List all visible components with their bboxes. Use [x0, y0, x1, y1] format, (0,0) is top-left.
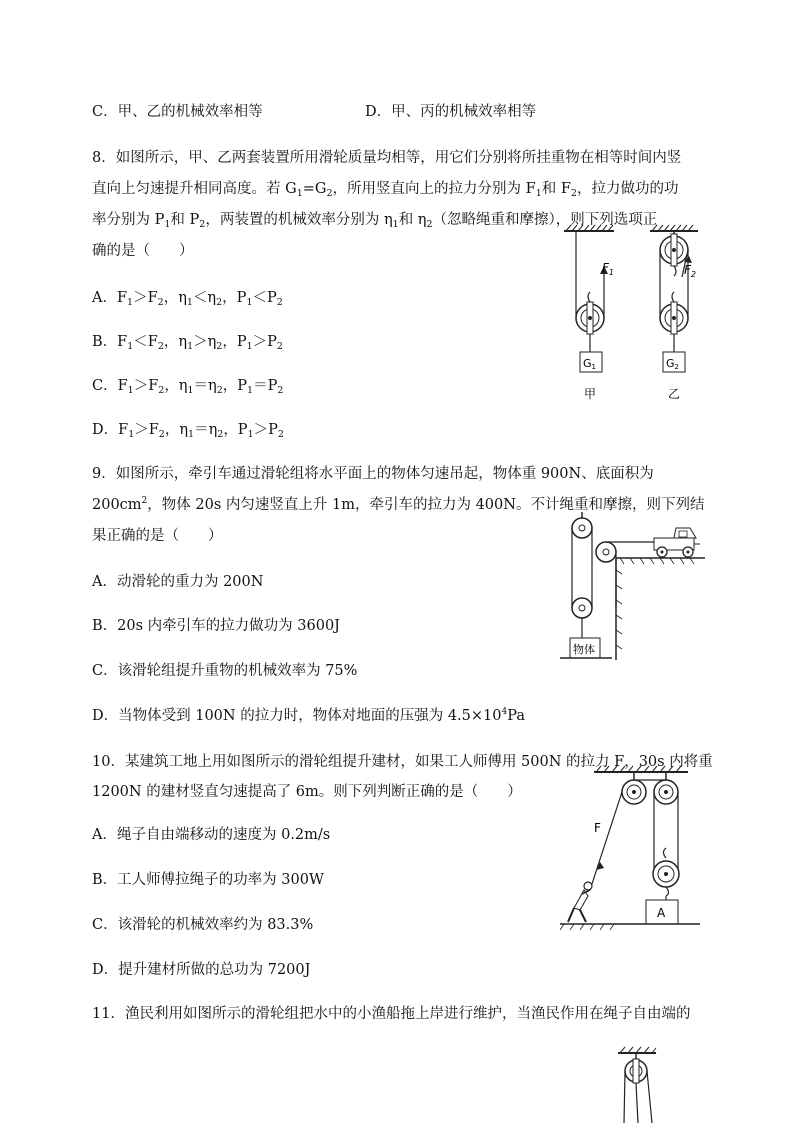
q10-option-d: D．提升建材所做的总功为 7200J — [92, 962, 311, 978]
q10-option-a: A．绳子自由端移动的速度为 0.2m/s — [92, 827, 331, 843]
q9-stem-line3: 果正确的是（ ） — [92, 528, 223, 544]
q9-tow-truck-figure — [560, 510, 710, 665]
q8-f2-label: $F_2$ — [684, 263, 696, 279]
q8-f1-label: $F_1$ — [602, 261, 614, 277]
q10-worker-figure — [560, 762, 710, 942]
q10-option-b: B．工人师傅拉绳子的功率为 300W — [92, 872, 324, 888]
q9-stem-line1: 9．如图所示，牵引车通过滑轮组将水平面上的物体匀速吊起，物体重 900N、底面积为 — [92, 466, 654, 482]
q9-tow-truck-diagram — [560, 510, 710, 665]
q9-object-label: 物体 — [573, 643, 595, 656]
q9-stem-line2: $200cm^2$，物体 20s 内匀速竖直上升 1m，牵引车的拉力为 400N。不计绳重和摩擦，则下列结 — [92, 496, 705, 513]
q9-option-c: C．该滑轮组提升重物的机械效率为 75% — [92, 663, 358, 679]
q8-pulley-figure — [550, 222, 730, 407]
q8-option-a: A．$F_1>F_2$，$\eta_1<\eta_2$，$P_1<P_2$ — [92, 290, 283, 308]
prev-option-c: C．甲、乙的机械效率相等 — [92, 104, 263, 120]
q10-option-c: C．该滑轮的机械效率约为 83.3% — [92, 917, 314, 933]
q11-stem-line1: 11．渔民利用如图所示的滑轮组把水中的小渔船拖上岸进行维护，当渔民作用在绳子自由端的 — [92, 1006, 691, 1022]
q9-option-d: D．当物体受到 100N 的拉力时，物体对地面的压强为 $4.5\times 10^4Pa$ — [92, 707, 525, 724]
q8-stem-line4: 确的是（ ） — [92, 243, 194, 259]
q10-force-label: F — [594, 821, 601, 835]
q10-box-a-label: A — [657, 906, 666, 920]
q8-stem-line3: 率分别为 $P_1$和 $P_2$，两装置的机械效率分别为 $\eta_1$和 $\eta_2$（忽略绳重和摩擦），则下列选项正 — [92, 212, 658, 230]
q8-yi-label: 乙 — [668, 387, 681, 401]
q11-pulley-diagram — [610, 1045, 670, 1123]
q10-stem-line2: 1200N 的建材竖直匀速提高了 6m。则下列判断正确的是（ ） — [92, 784, 522, 800]
q8-stem-line1: 8．如图所示，甲、乙两套装置所用滑轮质量均相等，用它们分别将所挂重物在相等时间内竖 — [92, 150, 682, 166]
q9-option-b: B．20s 内牵引车的拉力做功为 3600J — [92, 618, 340, 634]
q10-stem-line1: 10．某建筑工地上用如图所示的滑轮组提升建材，如果工人师傅用 500N 的拉力 F，30s 内将重 — [92, 754, 713, 770]
q8-g2-label: G2 — [666, 357, 679, 371]
q10-worker-diagram — [560, 762, 710, 942]
q9-option-a: A．动滑轮的重力为 200N — [92, 574, 264, 590]
q8-option-b: B．$F_1<F_2$，$\eta_1>\eta_2$，$P_1>P_2$ — [92, 334, 283, 352]
q8-stem-line2: 直向上匀速提升相同高度。若 $G_1=G_2$，所用竖直向上的拉力分别为 $F_1$和 $F_2$，拉力做功的功 — [92, 181, 679, 199]
q8-pulley-diagram — [550, 222, 730, 407]
q8-option-c: C．$F_1>F_2$，$\eta_1=\eta_2$，$P_1=P_2$ — [92, 378, 284, 396]
prev-option-d: D．甲、丙的机械效率相等 — [365, 104, 537, 120]
q8-option-d: D．$F_1>F_2$，$\eta_1=\eta_2$，$P_1>P_2$ — [92, 422, 284, 440]
q11-pulley-figure — [610, 1045, 670, 1123]
q8-jia-label: 甲 — [584, 387, 597, 401]
q8-g1-label: G1 — [583, 357, 596, 371]
